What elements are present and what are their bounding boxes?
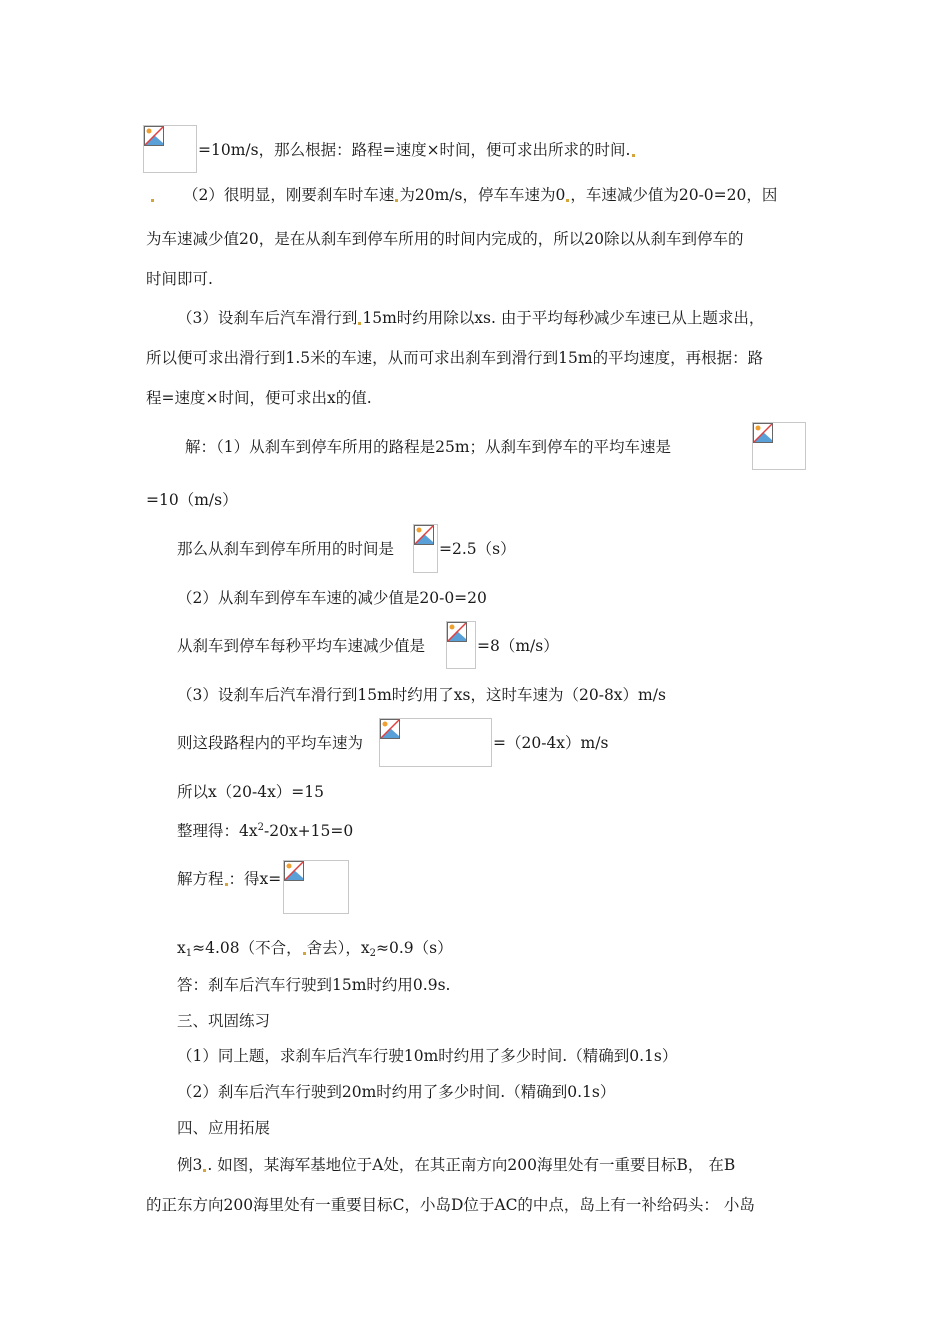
- text-line: 从刹车到停车每秒平均车速减少值是: [177, 637, 426, 655]
- broken-image-icon: [753, 423, 773, 443]
- text-line: （2）从刹车到停车车速的减少值是20-0=20: [177, 589, 487, 607]
- marker-dot: [566, 199, 569, 202]
- section-heading: 四、应用拓展: [177, 1119, 271, 1137]
- text-line: （2）刹车后汽车行驶到20m时约用了多少时间.（精确到0.1s）: [177, 1083, 616, 1101]
- text-line: =10（m/s）: [146, 491, 238, 509]
- text-line: 所以便可求出滑行到1.5米的车速，从而可求出刹车到滑行到15m的平均速度，再根据：路: [146, 349, 764, 367]
- text-line: $x_1\approx 4.08$（不合， 舍去），$x_2\approx 0.9(s)$: [177, 939, 453, 959]
- text-line: （2）很明显，刚要刹车时车速 为20m/s，停车车速为0 ，车速减少值为20-0=20，因: [150, 185, 777, 205]
- text-line: 例3 . 如图，某海军基地位于A处，在其正南方向200海里处有一重要目标B， 在B: [177, 1156, 736, 1174]
- text-line: =2.5（s）: [439, 540, 516, 558]
- broken-image-icon: [284, 861, 304, 881]
- text-line: （3）设刹车后汽车滑行到 15m时约用除以xs. 由于平均每秒减少车速已从上题求出，: [177, 309, 765, 327]
- text-line: 的正东方向200海里处有一重要目标C，小岛D位于AC的中点，岛上有一补给码头： 小岛: [146, 1196, 755, 1214]
- marker-dot: [303, 952, 306, 955]
- text-line: （3）设刹车后汽车滑行到15m时约用了xs，这时车速为（20-8x）m/s: [177, 686, 666, 704]
- formula-image-3: [413, 524, 438, 573]
- text-line: （1）同上题，求刹车后汽车行驶10m时约用了多少时间.（精确到0.1s）: [177, 1047, 678, 1065]
- marker-dot: [203, 1169, 206, 1172]
- formula-image-6: [283, 860, 349, 914]
- broken-image-icon: [380, 719, 400, 739]
- text-line: 则这段路程内的平均车速为: [177, 734, 364, 752]
- marker-dot: [395, 199, 398, 202]
- text-line: 整理得：$4x^2-20x+15=0$: [177, 822, 354, 840]
- marker-dot: [225, 883, 228, 886]
- text-line: 为车速减少值20，是在从刹车到停车所用的时间内完成的，所以20除以从刹车到停车的: [146, 230, 744, 248]
- broken-image-icon: [144, 126, 164, 146]
- broken-image-icon: [447, 622, 467, 642]
- formula-image-2: [752, 422, 806, 470]
- text-line: =8（m/s）: [477, 637, 559, 655]
- text-line: 程=速度×时间，便可求出x的值.: [146, 389, 372, 407]
- text-line: =10m/s，那么根据：路程=速度×时间，便可求出所求的时间.: [198, 140, 636, 160]
- marker-dot: [632, 154, 635, 157]
- marker-dot: [358, 322, 361, 325]
- broken-image-icon: [414, 525, 434, 545]
- section-heading: 三、巩固练习: [177, 1012, 271, 1030]
- text-line: 答：刹车后汽车行驶到15m时约用0.9s.: [177, 976, 451, 994]
- marker-dot: [151, 199, 154, 202]
- formula-image-5: [379, 718, 492, 767]
- text-line: 时间即可.: [146, 270, 213, 288]
- text-line: 那么从刹车到停车所用的时间是: [177, 540, 395, 558]
- formula-image-4: [446, 621, 476, 669]
- text-line: 所以x（20-4x）=15: [177, 783, 325, 801]
- text-line: =（20-4x）m/s: [493, 734, 609, 752]
- formula-image-1: [143, 125, 197, 173]
- text-line: 解方程 ：得x=: [177, 870, 282, 888]
- text-line: 解：（1）从刹车到停车所用的路程是25m；从刹车到停车的平均车速是: [185, 438, 672, 456]
